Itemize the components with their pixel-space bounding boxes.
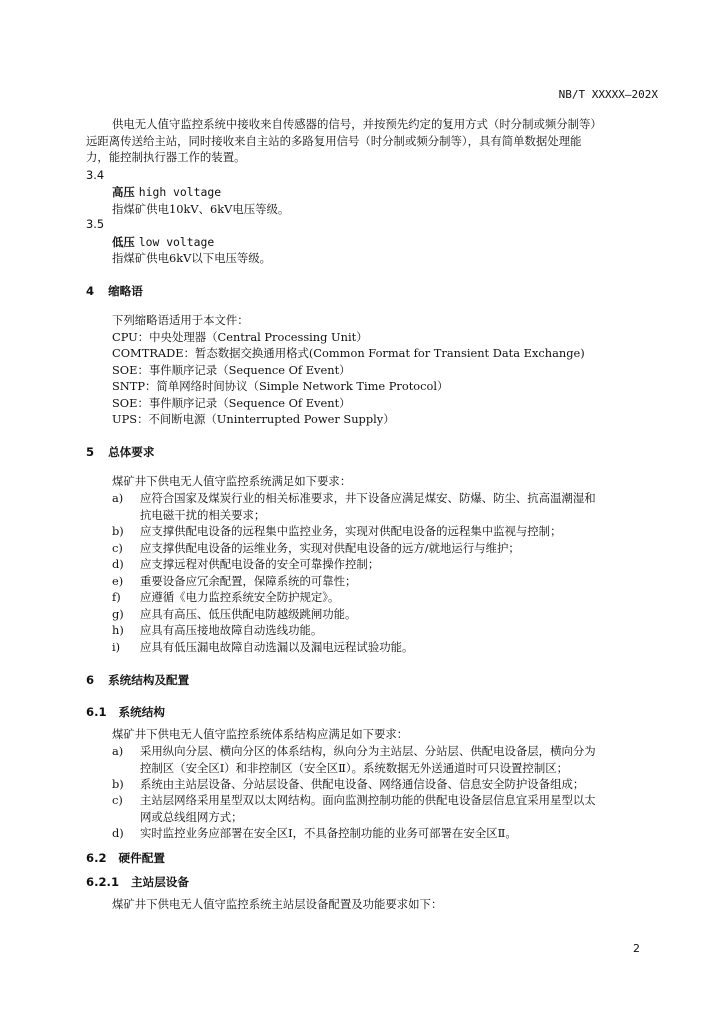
list-text: 应符合国家及煤炭行业的相关标准要求，井下设备应满足煤安、防爆、防尘、抗高温潮湿和 抗电磁干扰的相关要求；: [140, 491, 596, 522]
intro-paragraph: [86, 116, 602, 166]
document-code: NB/T XXXXX—202X: [558, 88, 658, 101]
clause-number-3-5: 3.5: [86, 217, 105, 231]
list-text: 应具有高压、低压供配电防越级跳闸功能。: [140, 607, 357, 621]
list-text: 采用纵向分层、横向分区的体系结构，纵向分为主站层、分站层、供配电设备层，横向分为 控制区（安全区Ⅰ）和非控制区（安全区Ⅱ）。系统数据无外送通道时可只设置控制区；: [140, 744, 596, 775]
list-label: c): [112, 793, 123, 807]
list-label: a): [112, 744, 124, 758]
list-label: a): [112, 491, 124, 505]
intro-line: 远距离传送给主站，同时接收来自主站的多路复用信号（时分制或频分制等），具有简单数据处理能: [86, 133, 582, 148]
list-item: COMTRADE：暂态数据交换通用格式(Common Format for Transient Data Exchange): [112, 346, 585, 360]
list-item: SNTP：简单网络时间协议（Simple Network Time Protocol）: [112, 379, 449, 393]
section-number: 4: [86, 284, 95, 298]
list-item: CPU：中央处理器（Central Processing Unit）: [112, 329, 368, 344]
section-intro: 煤矿井下供电无人值守监控系统体系结构应满足如下要求：: [112, 727, 409, 741]
page-number: 2: [633, 942, 640, 955]
term-en: low voltage: [138, 235, 215, 249]
list-item: SOE：事件顺序记录（Sequence Of Event）: [112, 362, 351, 377]
list-text: 应支撑供配电设备的运维业务，实现对供配电设备的远方/就地运行与维护；: [140, 541, 520, 555]
section-heading-6-1: [86, 704, 165, 720]
abbreviation-list: [112, 312, 585, 428]
list-text: 主站层网络采用星型双以太网结构。面向监测控制功能的供配电设备层信息宜采用星型以太 网或总线组网方式；: [140, 793, 596, 824]
section-title: 硬件配置: [118, 851, 165, 865]
section-number: 6: [86, 673, 95, 687]
section-title: 主站层设备: [131, 875, 189, 889]
list-text: 实时监控业务应部署在安全区Ⅰ，不具备控制功能的业务可部署在安全区Ⅱ。: [140, 826, 517, 840]
section-heading-4: [86, 283, 143, 299]
term-en: high voltage: [138, 185, 222, 199]
list-text: 应支撑供配电设备的远程集中监控业务，实现对供配电设备的远程集中监视与控制；: [140, 524, 562, 538]
section-intro: 煤矿井下供电无人值守监控系统主站层设备配置及功能要求如下：: [112, 897, 443, 911]
section-title: 总体要求: [108, 445, 155, 459]
term-definition: 指煤矿供电6kV以下电压等级。: [112, 251, 272, 265]
list-label: b): [112, 777, 124, 791]
section-number: 6.2.1: [86, 875, 120, 889]
section-title: 缩略语: [108, 284, 143, 298]
list-label: f): [112, 590, 121, 604]
list-label: c): [112, 541, 123, 555]
section-title: 系统结构: [118, 705, 165, 719]
intro-line: 供电无人值守监控系统中接收来自传感器的信号，并按预先约定的复用方式（时分制或频分制等）: [112, 117, 602, 131]
section-number: 5: [86, 445, 95, 459]
section-heading-6-2-1: [86, 874, 189, 890]
section-intro: 煤矿井下供电无人值守监控系统满足如下要求：: [112, 474, 352, 488]
list-item: UPS：不间断电源（Uninterrupted Power Supply）: [112, 412, 395, 426]
list-text: 系统由主站层设备、分站层设备、供配电设备、网络通信设备、信息安全防护设备组成；: [140, 777, 585, 791]
section-number: 6.1: [86, 705, 107, 719]
list-label: b): [112, 524, 124, 538]
section-heading-6-2: [86, 850, 165, 866]
term-definition: 指煤矿供电10kV、6kV电压等级。: [112, 202, 290, 216]
section-heading-5: [86, 444, 154, 460]
clause-number-3-4: 3.4: [86, 168, 105, 182]
list-text: 应支撑远程对供配电设备的安全可靠操作控制；: [140, 557, 380, 571]
list-text: 重要设备应冗余配置，保障系统的可靠性；: [140, 574, 357, 588]
list-intro: 下列缩略语适用于本文件：: [112, 313, 249, 327]
term-cn: 高压: [112, 185, 135, 199]
list-label: e): [112, 574, 124, 588]
term-low-voltage: [112, 234, 214, 250]
intro-line: 力，能控制执行器工作的装置。: [86, 150, 246, 164]
list-label: i): [112, 640, 121, 654]
list-label: d): [112, 557, 124, 571]
list-item: SOE：事件顺序记录（Sequence Of Event）: [112, 395, 351, 410]
list-label: h): [112, 623, 124, 637]
term-cn: 低压: [112, 235, 135, 249]
list-text: 应具有低压漏电故障自动选漏以及漏电远程试验功能。: [140, 640, 414, 654]
list-text: 应具有高压接地故障自动选线功能。: [140, 623, 323, 637]
term-high-voltage: [112, 184, 221, 200]
list-label: g): [112, 607, 124, 621]
list-label: d): [112, 826, 124, 840]
section-number: 6.2: [86, 851, 107, 865]
section-title: 系统结构及配置: [108, 673, 190, 687]
list-text: 应遵循《电力监控系统安全防护规定》。: [140, 590, 340, 604]
section-heading-6: [86, 672, 189, 688]
